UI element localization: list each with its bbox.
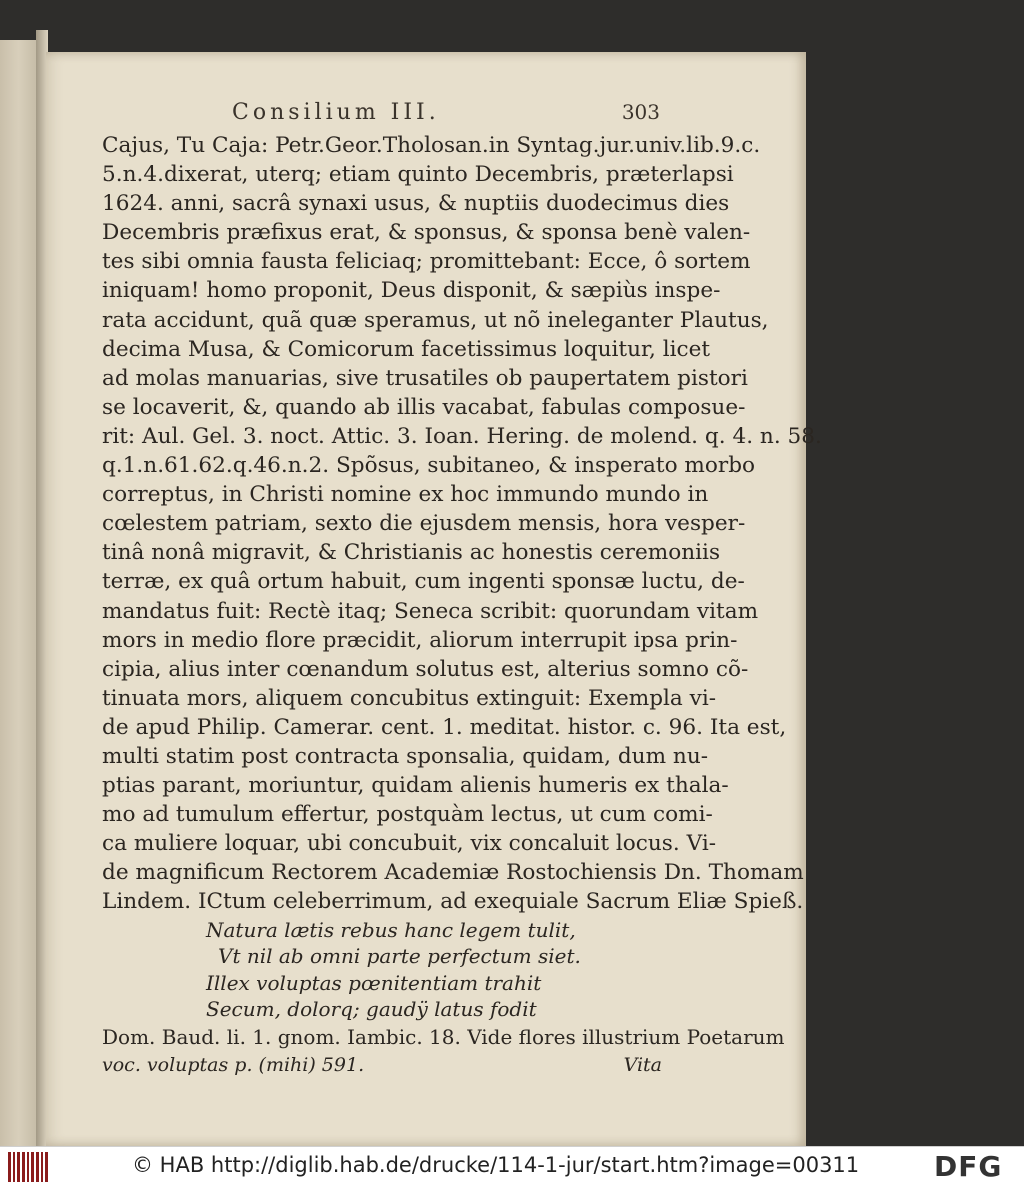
text-line: Dom. Baud. li. 1. gnom. Iambic. 18. Vide flores illustrium Poetarum bbox=[102, 1024, 785, 1049]
text-line: correptus, in Christi nomine ex hoc immundo mundo in bbox=[102, 482, 709, 508]
text-line: ca muliere loquar, ubi concubuit, vix concaluit locus. Vi- bbox=[102, 831, 717, 857]
text-line: q.1.n.61.62.q.46.n.2. Spõsus, subitaneo, & insperato morbo bbox=[102, 453, 756, 479]
text-line: se locaverit, &, quando ab illis vacabat, fabulas composue- bbox=[102, 394, 746, 420]
text-line: Decembris præfixus erat, & sponsus, & sponsa benè valen- bbox=[102, 220, 751, 246]
text-line: tes sibi omnia fausta feliciaq; promittebant: Ecce, ô sortem bbox=[102, 249, 751, 275]
hab-logo-icon bbox=[8, 1152, 48, 1182]
text-line: iniquam! homo proponit, Deus disponit, & sæpiùs inspe- bbox=[102, 278, 721, 304]
body-text bbox=[102, 131, 822, 917]
folio-number: 303 bbox=[621, 100, 660, 124]
text-line: de apud Philip. Camerar. cent. 1. meditat. histor. c. 96. Ita est, bbox=[102, 714, 787, 740]
citation-text bbox=[102, 1023, 785, 1052]
text-line: decima Musa, & Comicorum facetissimus loquitur, licet bbox=[102, 336, 711, 362]
copyright-link[interactable]: © HAB http://diglib.hab.de/drucke/114-1-jur/start.htm?image=00311 bbox=[132, 1153, 860, 1177]
text-line: 1624. anni, sacrâ synaxi usus, & nuptiis duodecimus dies bbox=[102, 191, 730, 217]
text-line: cipia, alius inter cœnandum solutus est, alterius somno cõ- bbox=[102, 656, 749, 682]
text-line: ad molas manuarias, sive trusatiles ob paupertatem pistori bbox=[102, 365, 748, 391]
verse-quotation bbox=[102, 917, 662, 1023]
verse-line: Vt nil ab omni parte perfectum siet. bbox=[218, 944, 581, 969]
text-line: mo ad tumulum effertur, postquàm lectus, ut cum comi- bbox=[102, 802, 713, 828]
text-line: tinâ nonâ migravit, & Christianis ac honestis ceremoniis bbox=[102, 540, 721, 566]
text-line: Cajus, Tu Caja: Petr.Geor.Tholosan.in Syntag.jur.univ.lib.9.c. bbox=[102, 133, 761, 158]
page-text bbox=[102, 100, 822, 1078]
text-line: Lindem. ICtum celeberrimum, ad exequiale Sacrum Eliæ Spieß. bbox=[102, 889, 804, 915]
verse-line: Secum, dolorq; gaudÿ latus fodit bbox=[206, 997, 537, 1022]
text-line: cœlestem patriam, sexto die ejusdem mensis, hora vesper- bbox=[102, 511, 746, 537]
text-line: ptias parant, moriuntur, quidam alienis humeris ex thala- bbox=[102, 773, 729, 799]
text-line: tinuata mors, aliquem concubitus extinguit: Exempla vi- bbox=[102, 685, 717, 711]
book-page bbox=[46, 52, 822, 1146]
last-line-row bbox=[102, 1052, 662, 1078]
viewer-footer bbox=[0, 1146, 1024, 1186]
text-line: mors in medio flore præcidit, aliorum interrupit ipsa prin- bbox=[102, 627, 738, 653]
running-title: Consilium III. bbox=[232, 100, 440, 125]
text-line: rit: Aul. Gel. 3. noct. Attic. 3. Ioan. Hering. de molend. q. 4. n. 58. bbox=[102, 423, 822, 449]
text-line: multi statim post contracta sponsalia, quidam, dum nu- bbox=[102, 743, 709, 769]
text-line: 5.n.4.dixerat, uterq; etiam quinto Decembris, præterlapsi bbox=[102, 162, 734, 188]
text-line: de magnificum Rectorem Academiæ Rostochiensis Dn. Thomam bbox=[102, 860, 804, 886]
text-line: mandatus fuit: Rectè itaq; Seneca scribit: quorundam vitam bbox=[102, 598, 759, 624]
text-line: terræ, ex quâ ortum habuit, cum ingenti sponsæ luctu, de- bbox=[102, 569, 745, 595]
last-text-line: voc. voluptas p. (mihi) 591. bbox=[102, 1053, 365, 1076]
verse-line: Natura lætis rebus hanc legem tulit, bbox=[206, 917, 576, 942]
dfg-logo: DFG bbox=[934, 1150, 1003, 1183]
verse-line: Illex voluptas pœnitentiam trahit bbox=[206, 970, 542, 995]
catchword: Vita bbox=[623, 1053, 662, 1076]
running-head bbox=[232, 100, 660, 125]
text-line: rata accidunt, quã quæ speramus, ut nõ ineleganter Plautus, bbox=[102, 307, 769, 333]
